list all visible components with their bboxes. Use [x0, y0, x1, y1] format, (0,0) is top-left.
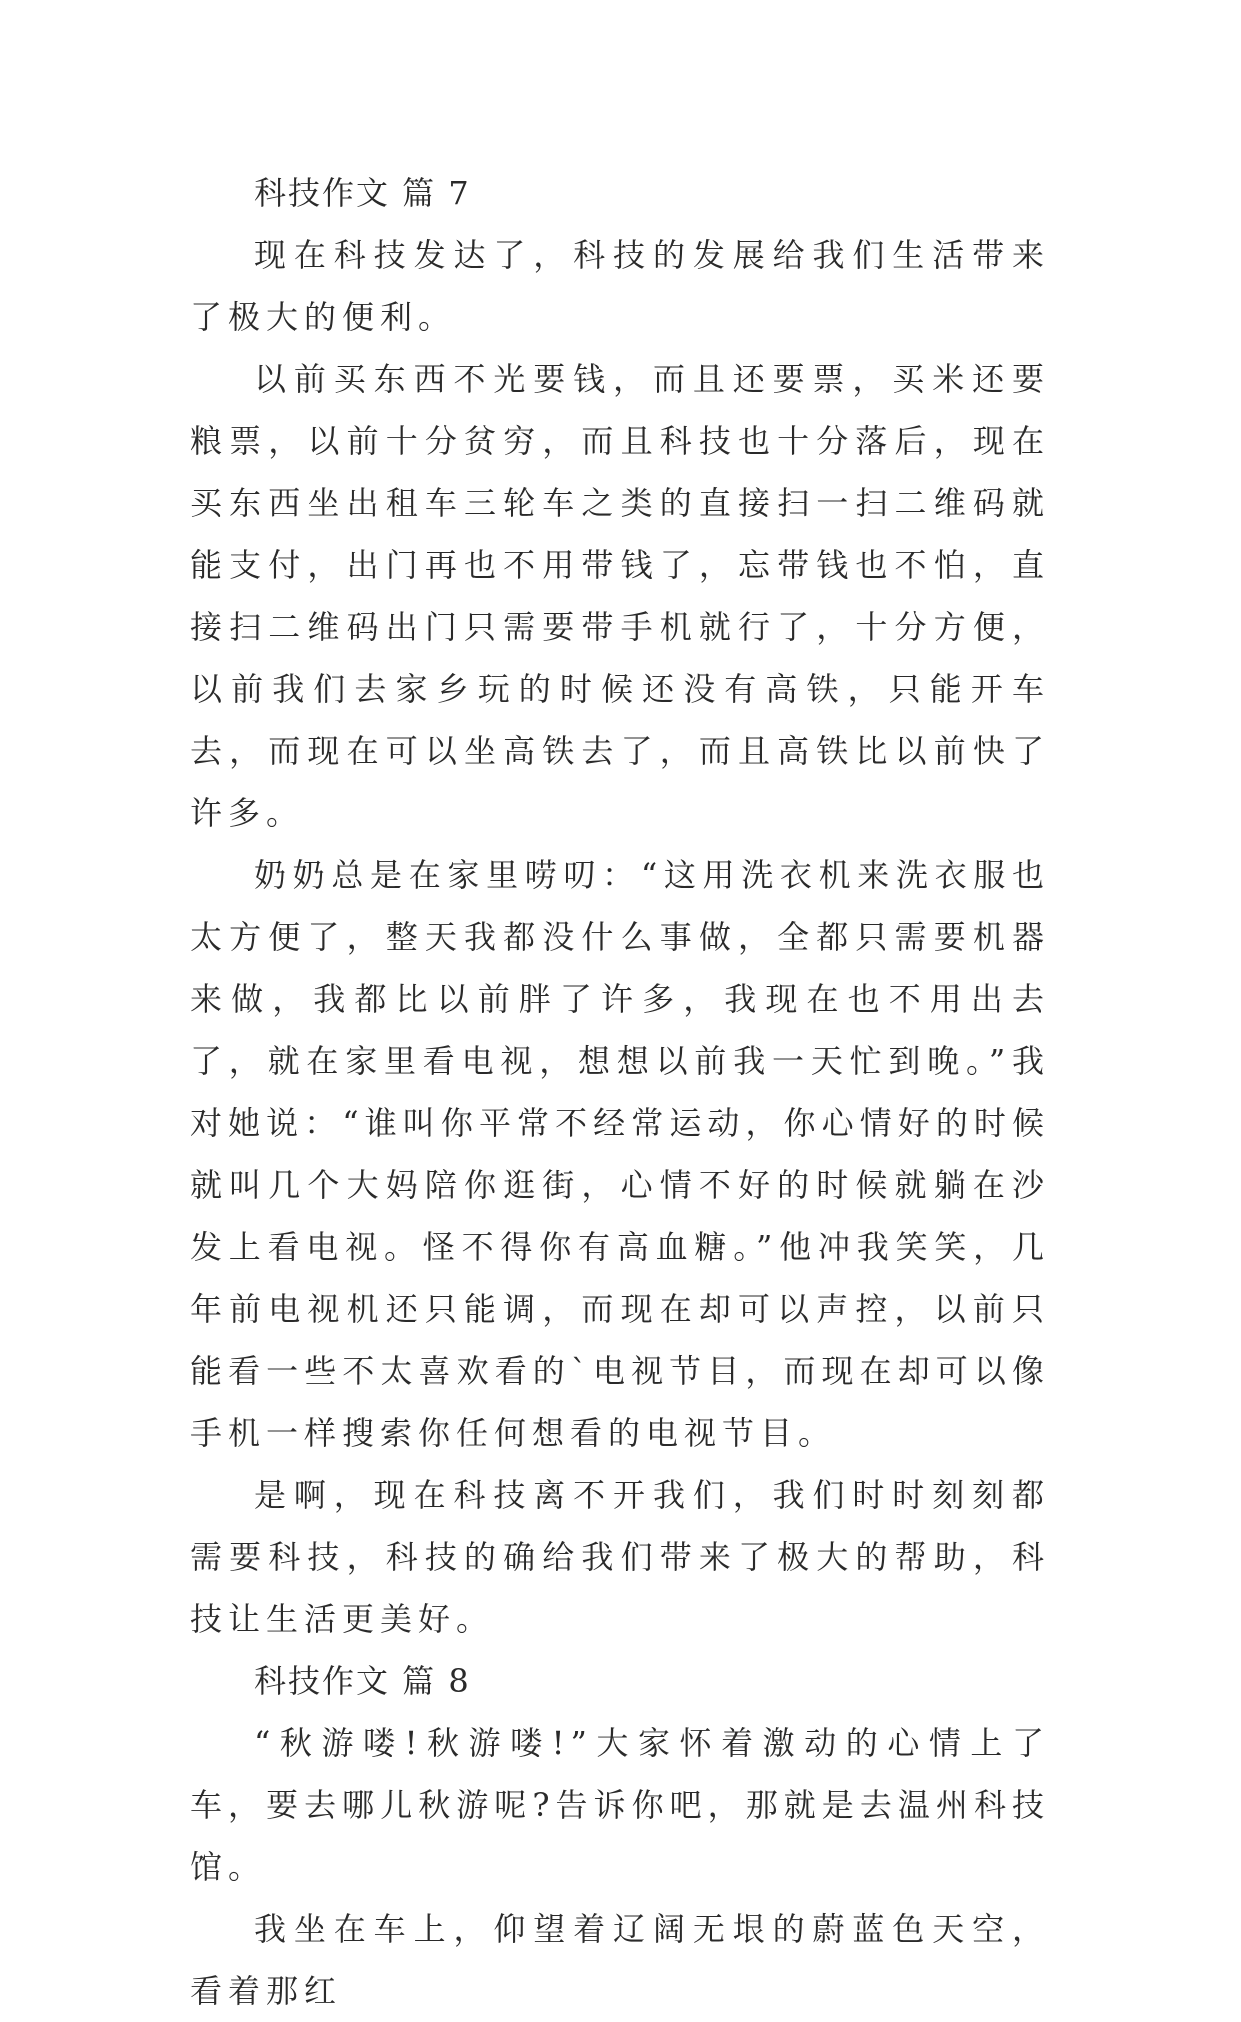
paragraph: 是啊，现在科技离不开我们，我们时时刻刻都需要科技，科技的确给我们带来了极大的帮助，科技让生活更美好。: [190, 1476, 1050, 1638]
paragraph: “秋游喽!秋游喽!”大家怀着激动的心情上了车，要去哪儿秋游呢?告诉你吧，那就是去温州科技馆。: [190, 1724, 1050, 1886]
section-heading: 科技作文 篇 7: [254, 174, 471, 212]
document-body: [190, 162, 1050, 2022]
paragraph: 奶奶总是在家里唠叨：“这用洗衣机来洗衣服也太方便了，整天我都没什么事做，全都只需要机器来做，我都比以前胖了许多，我现在也不用出去了，就在家里看电视，想想以前我一天忙到晚。”我对她说：“谁叫你平常不经常运动，你心情好的时候就叫几个大妈陪你逛街，心情不好的时候就躺在沙发上看电视。怪不得你有高血糖。”他冲我笑笑，几年前电视机还只能调，而现在却可以声控，以前只能看一些不太喜欢看的`电视节目，而现在却可以像手机一样搜索你任何想看的电视节目。: [190, 856, 1050, 1452]
section-heading: 科技作文 篇 8: [254, 1662, 471, 1700]
paragraph: 现在科技发达了，科技的发展给我们生活带来了极大的便利。: [190, 236, 1050, 336]
paragraph: 我坐在车上，仰望着辽阔无垠的蔚蓝色天空，看着那红: [190, 1910, 1050, 2010]
paragraph: 以前买东西不光要钱，而且还要票，买米还要粮票，以前十分贫穷，而且科技也十分落后，现在买东西坐出租车三轮车之类的直接扫一扫二维码就能支付，出门再也不用带钱了，忘带钱也不怕，直接扫二维码出门只需要带手机就行了，十分方便，以前我们去家乡玩的时候还没有高铁，只能开车去，而现在可以坐高铁去了，而且高铁比以前快了许多。: [190, 360, 1050, 832]
